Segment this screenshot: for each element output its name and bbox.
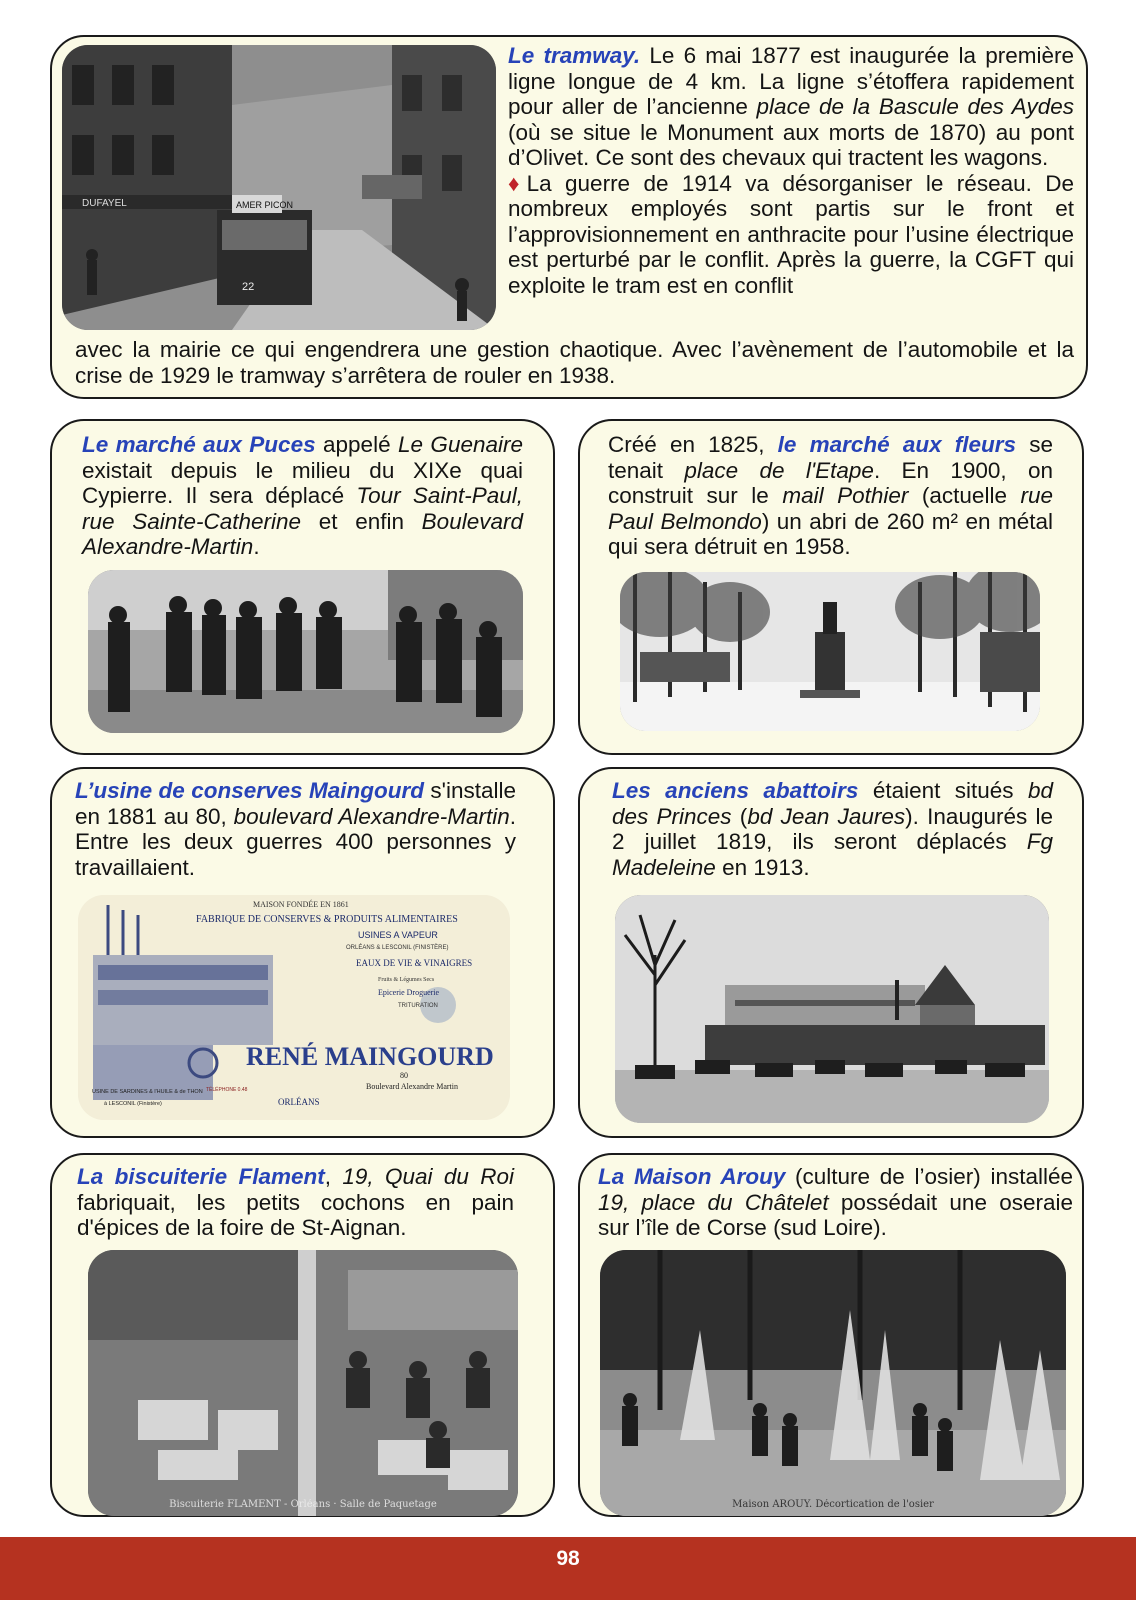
tramway-title: Le tramway. <box>508 43 641 68</box>
ad-city: ORLÉANS <box>278 1097 320 1107</box>
fleurs-title: le marché aux fleurs <box>777 432 1017 457</box>
ad-sardines: USINE DE SARDINES & l'HUILE & de THON <box>92 1089 203 1095</box>
ad-fabrique: FABRIQUE DE CONSERVES & PRODUITS ALIMENTAIRES <box>196 914 458 925</box>
ad-founded: MAISON FONDÉE EN 1861 <box>253 900 349 909</box>
biscuiterie-photo <box>88 1250 518 1516</box>
arouy-title: La Maison Arouy <box>598 1164 786 1189</box>
tramway-photo <box>62 45 496 330</box>
biscuiterie-text: La biscuiterie Flament, 19, Quai du Roi fabriquait, les petits cochons en pain d'épices de la foire de St-Aignan. <box>77 1164 514 1240</box>
usine-text: L’usine de conserves Maingourd s'installe en 1881 au 80, boulevard Alexandre-Martin. Entre les deux guerres 400 personnes y travaillaient. <box>75 778 517 880</box>
ad-locations: ORLÉANS & LESCONIL (FINISTÈRE) <box>346 945 449 951</box>
ad-name: RENÉ MAINGOURD <box>246 1042 494 1071</box>
puces-title: Le marché aux Puces <box>82 432 316 457</box>
biscuiterie-caption: Biscuiterie FLAMENT - Orléans · Salle de Paquetage <box>169 1499 437 1510</box>
tramway-text-right: Le tramway. Le 6 mai 1877 est inaugurée la première ligne longue de 4 km. La ligne s’étoffera rapidement pour aller de l’ancienne place de la Bascule des Aydes (où se situe le Monument aux morts de 1870) au pont d’Olivet. Ce sont des chevaux qui tractent les wagons. ♦La guerre de 1914 va désorganiser le réseau. De nombreux employés sont partis sur le front et l’approvisionnement en anthracite pour l’usine électrique est perturbé par le conflit. Après la guerre, la CGFT qui exploite le tram est en conflit <box>508 43 1075 298</box>
arouy-text: La Maison Arouy (culture de l’osier) installée 19, place du Châtelet possédait une oseraie sur l’île de Corse (sud Loire). <box>598 1164 1074 1240</box>
maingourd-advertisement <box>78 895 510 1120</box>
ad-trituration: TRITURATION <box>398 1003 438 1009</box>
fleurs-text: Créé en 1825, le marché aux fleurs se tenait place de l'Etape. En 1900, on construit sur le mail Pothier (actuelle rue Paul Belmondo) un abri de 260 m² en métal qui sera détruit en 1958. <box>608 432 1054 559</box>
puces-text: Le marché aux Puces appelé Le Guenaire existait depuis le milieu du XIXe quai Cypierre. Il sera déplacé Tour Saint-Paul, rue Sainte-Catherine et enfin Boulevard Alexandre-Martin. <box>82 432 523 559</box>
abattoirs-title: Les anciens abattoirs <box>612 778 859 803</box>
page-number: 98 <box>556 1547 580 1570</box>
ad-telephone: TÉLÉPHONE 0.48 <box>206 1087 248 1093</box>
ad-num: 80 <box>400 1071 408 1080</box>
arouy-caption: Maison AROUY. Décortication de l'osier <box>732 1499 934 1510</box>
diamond-bullet-icon: ♦ <box>508 170 527 196</box>
ad-eaux: EAUX DE VIE & VINAIGRES <box>356 958 473 968</box>
fleurs-photo <box>620 572 1040 731</box>
abattoirs-photo <box>615 895 1049 1123</box>
tram-number: 22 <box>242 281 255 293</box>
dufayel-sign: DUFAYEL <box>82 198 127 209</box>
arouy-photo <box>600 1250 1066 1516</box>
biscuiterie-title: La biscuiterie Flament <box>77 1164 325 1189</box>
ad-fruits: Fruits & Légumes Secs <box>378 977 435 983</box>
puces-photo <box>88 570 523 733</box>
ad-lesconil: à LESCONIL (Finistère) <box>104 1101 162 1107</box>
abattoirs-text: Les anciens abattoirs étaient situés bd des Princes (bd Jean Jaures). Inaugurés le 2 juillet 1819, ils seront déplacés Fg Madeleine en 1913. <box>612 778 1053 880</box>
ad-epicerie: Epicerie Droguerie <box>378 988 440 997</box>
ad-usines: USINES A VAPEUR <box>358 930 438 940</box>
tramway-text-bottom: avec la mairie ce qui engendrera une gestion chaotique. Avec l’avènement de l’automobile et la crise de 1929 le tramway s’arrêtera de rouler en 1938. <box>75 337 1074 388</box>
usine-title: L’usine de conserves Maingourd <box>75 778 424 803</box>
ad-address: Boulevard Alexandre Martin <box>366 1082 458 1091</box>
amer-picon-sign: AMER PICON <box>236 200 294 210</box>
